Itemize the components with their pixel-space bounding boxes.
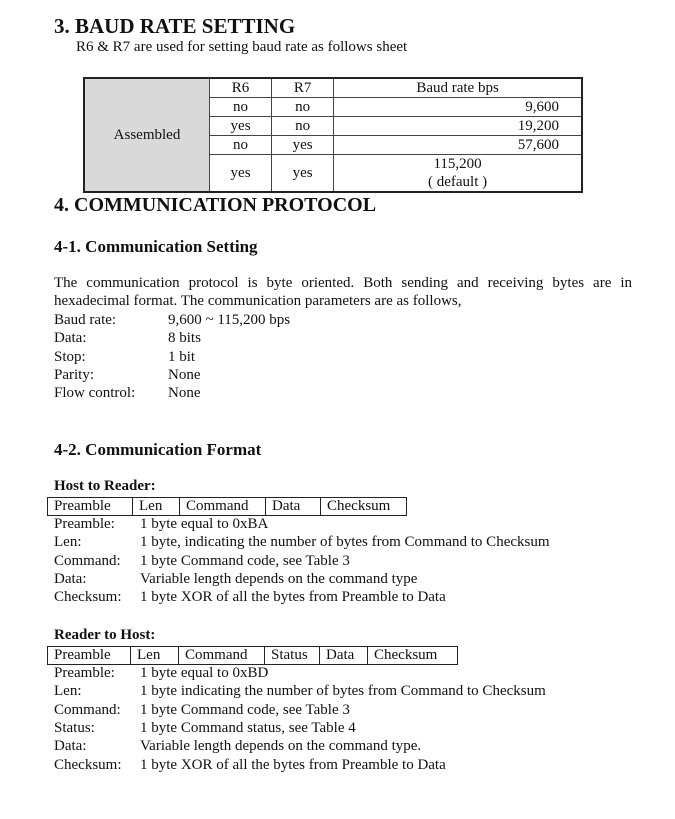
cell: 9,600 [334, 98, 582, 117]
param-value: 1 bit [168, 348, 196, 365]
cell: no [272, 98, 334, 117]
reader-frame-table [47, 646, 458, 665]
cell: 19,200 [334, 117, 582, 136]
cell: yes [210, 155, 272, 193]
frame-field: Len [133, 498, 180, 516]
section-4-title: 4. COMMUNICATION PROTOCOL [54, 194, 377, 216]
section-4-2-title: 4-2. Communication Format [54, 440, 262, 459]
reader-def-value: 1 byte equal to 0xBD [140, 665, 269, 681]
cell [334, 155, 582, 193]
frame-field: Data [320, 647, 368, 665]
host-def-key: Data: [54, 570, 87, 587]
reader-def-key: Checksum: [54, 756, 122, 773]
frame-field: Checksum [321, 498, 407, 516]
reader-def-value: 1 byte Command code, see Table 3 [140, 701, 350, 718]
section-3-intro: R6 & R7 are used for setting baud rate as follows sheet [76, 39, 408, 55]
default-note: ( default ) [428, 174, 488, 190]
section-3-title: 3. BAUD RATE SETTING [54, 14, 296, 38]
reader-def-key: Command: [54, 701, 121, 718]
host-frame-table [47, 497, 407, 516]
host-def-key: Preamble: [54, 516, 115, 532]
reader-def-value: 1 byte Command status, see Table 4 [140, 719, 356, 736]
reader-def-value: 1 byte XOR of all the bytes from Preamble to Data [140, 756, 446, 773]
frame-field: Preamble [48, 647, 131, 665]
host-def-key: Len: [54, 534, 82, 551]
cell: 57,600 [334, 136, 582, 155]
param-key: Data: [54, 330, 87, 347]
cell: yes [272, 136, 334, 155]
host-def-value: 1 byte XOR of all the bytes from Preamble to Data [140, 589, 446, 606]
reader-to-host-title: Reader to Host: [54, 627, 156, 643]
param-value: None [168, 366, 201, 383]
param-key: Flow control: [54, 385, 136, 402]
param-value: 9,600 ~ 115,200 bps [168, 312, 291, 328]
frame-field: Preamble [48, 498, 133, 516]
host-def-value: 1 byte Command code, see Table 3 [140, 552, 350, 569]
baud-value: 115,200 [433, 156, 482, 172]
section-4-1-title: 4-1. Communication Setting [54, 237, 258, 256]
cell: yes [272, 155, 334, 193]
host-def-value: Variable length depends on the command type [140, 570, 418, 587]
host-to-reader-title: Host to Reader: [54, 478, 156, 494]
frame-field: Data [266, 498, 321, 516]
frame-field: Command [180, 498, 266, 516]
reader-def-key: Status: [54, 719, 95, 736]
host-def-key: Command: [54, 552, 121, 569]
host-def-key: Checksum: [54, 589, 122, 606]
cell: yes [210, 117, 272, 136]
frame-field: Command [179, 647, 265, 665]
frame-field: Len [131, 647, 179, 665]
frame-field: Checksum [368, 647, 458, 665]
header-baud: Baud rate bps [334, 78, 582, 98]
param-key: Parity: [54, 366, 94, 383]
host-def-value: 1 byte, indicating the number of bytes from Command to Checksum [140, 534, 550, 551]
param-key: Stop: [54, 348, 86, 365]
para-line-2: hexadecimal format. The communication parameters are as follows, [54, 293, 462, 309]
frame-field: Status [265, 647, 320, 665]
cell: no [210, 98, 272, 117]
para-line-1: The communication protocol is byte oriented. Both sending and receiving bytes are in [54, 275, 632, 291]
reader-def-value: Variable length depends on the command type. [140, 738, 422, 755]
host-def-value: 1 byte equal to 0xBA [140, 516, 269, 532]
param-key: Baud rate: [54, 312, 117, 328]
header-r7: R7 [272, 78, 334, 98]
reader-def-value: 1 byte indicating the number of bytes from Command to Checksum [140, 683, 546, 700]
cell: no [272, 117, 334, 136]
reader-def-key: Data: [54, 738, 87, 755]
header-r6: R6 [210, 78, 272, 98]
assembled-label: Assembled [84, 78, 210, 192]
cell: no [210, 136, 272, 155]
baud-rate-table [83, 77, 583, 193]
reader-def-key: Preamble: [54, 665, 115, 681]
reader-def-key: Len: [54, 683, 82, 700]
param-value: 8 bits [168, 330, 201, 347]
param-value: None [168, 385, 201, 402]
